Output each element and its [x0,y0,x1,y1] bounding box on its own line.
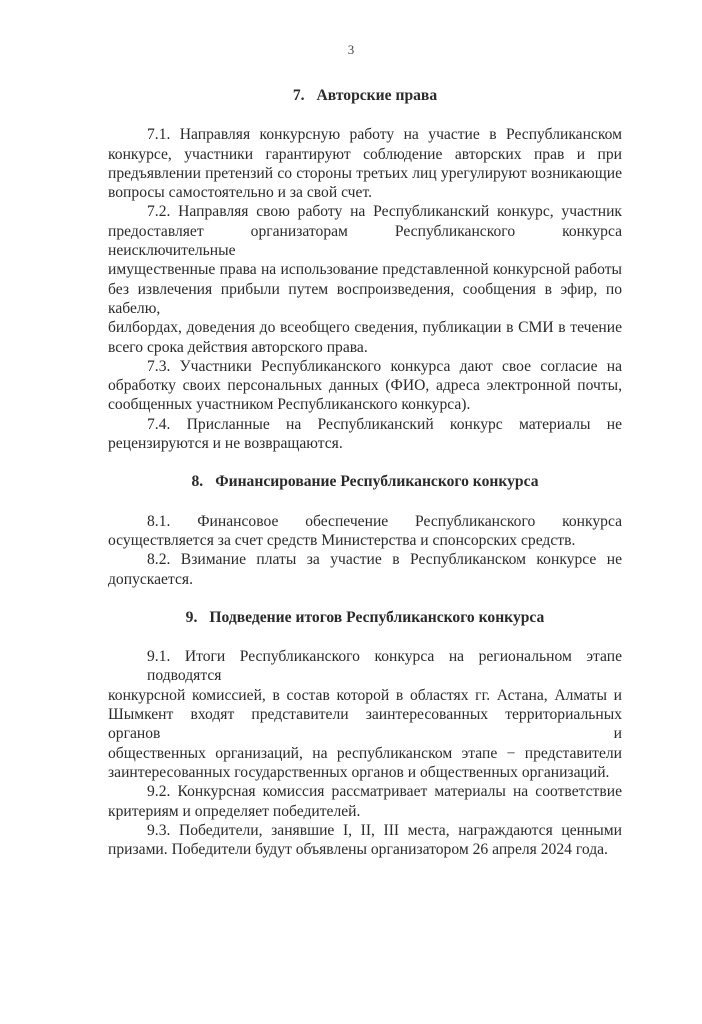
text-line: вопросы самостоятельно и за свой счет. [108,184,372,202]
text-line: 9.1. Итоги Республиканского конкурса на региональном этапе подводятся [147,648,622,685]
paragraph-9-1 [108,647,622,782]
paragraph-7-1 [108,125,622,202]
section-number: 8. [191,473,204,491]
text-line: 8.1. Финансовое обеспечение Республиканского конкурса [147,512,622,530]
text-line: 8.2. Взимание платы за участие в Республиканском конкурсе не [147,551,622,569]
page-number: 3 [347,42,355,57]
paragraph-9-2 [108,782,622,821]
text-line: общественных организаций, на республиканском этапе − представители [108,744,622,762]
section-number: 7. [292,87,305,104]
paragraph-7-2 [108,202,622,356]
text-line: всего срока действия авторского права. [108,338,368,356]
text-line: 7.4. Присланные на Республиканский конкурс материалы не [147,415,622,433]
section-heading [108,608,622,627]
text-line: конкурсе, участники гарантируют соблюдение авторских прав и при [108,145,622,163]
text-line: осуществляется за счет средств Министерства и спонсорских средств. [108,531,576,549]
document-body [108,86,622,859]
text-line: без извлечения прибыли путем воспроизведения, сообщения в эфир, по кабелю, [108,280,622,317]
paragraph-9-3 [108,821,622,860]
text-line: конкурсной комиссией, в состав которой в областях гг. Астана, Алматы и [108,686,622,704]
text-line: 7.2. Направляя свою работу на Республиканский конкурс, участник [147,203,622,221]
text-line: билбордах, доведения до всеобщего сведения, публикации в СМИ в течение [108,319,622,337]
text-line: 7.1. Направляя конкурсную работу на участие в Республиканском [147,126,622,144]
section-title: Авторские права [316,87,438,104]
text-line: Шымкент входят представители заинтересованных территориальных органов и [108,706,622,743]
text-line: сообщенных участником Республиканского конкурса). [108,396,471,414]
section-copyright [108,86,622,453]
paragraph-8-1 [108,512,622,551]
section-title: Подведение итогов Республиканского конкурса [209,608,545,626]
text-line: допускается. [108,570,193,588]
text-line: имущественные права на использование представленной конкурсной работы [108,261,622,279]
text-line: рецензируются и не возвращаются. [108,435,343,453]
text-line: обработку своих персональных данных (ФИО, адреса электронной почты, [108,377,622,395]
paragraph-7-3 [108,357,622,415]
section-results [108,608,622,860]
section-heading [108,86,622,105]
text-line: 9.2. Конкурсная комиссия рассматривает материалы на соответствие [147,783,622,801]
text-line: 9.3. Победители, занявшие I, II, III места, награждаются ценными [147,821,622,839]
text-line: призами. Победители будут объявлены организатором 26 апреля 2024 года. [108,841,608,859]
text-line: критериям и определяет победителей. [108,802,361,820]
text-line: предоставляет организаторам Республиканского конкурса неисключительные [108,222,622,260]
section-title: Финансирование Республиканского конкурса [215,473,539,491]
section-financing [108,472,622,588]
text-line: 7.3. Участники Республиканского конкурса дают свое согласие на [147,357,622,375]
section-number: 9. [185,608,198,626]
text-line: заинтересованных государственных органов и общественных организаций. [108,763,610,781]
text-line: предъявлении претензий со стороны третьих лиц урегулируют возникающие [108,164,622,182]
paragraph-8-2 [108,550,622,589]
paragraph-7-4 [108,415,622,454]
section-heading [108,472,622,491]
